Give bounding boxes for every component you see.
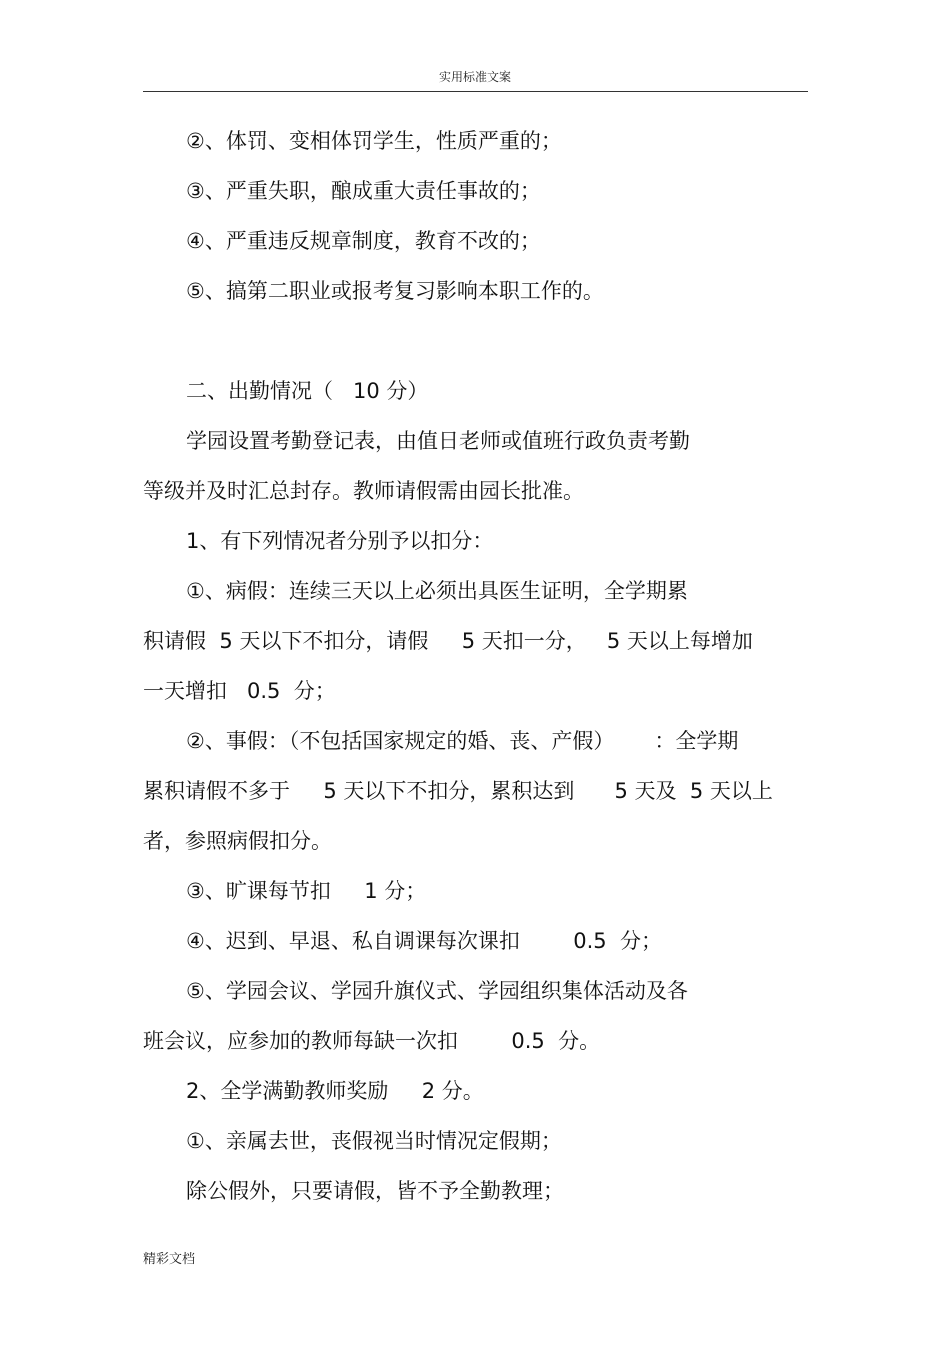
text-line: 1、有下列情况者分别予以扣分： — [186, 529, 494, 553]
text-line: 积请假 5 天以下不扣分，请假 5 天扣一分， 5 天以上每增加 — [143, 629, 753, 653]
text-line: 学园设置考勤登记表，由值日老师或值班行政负责考勤 — [186, 429, 690, 453]
text-line: ⑤、学园会议、学园升旗仪式、学园组织集体活动及各 — [186, 979, 688, 1003]
text-line: ④、严重违反规章制度，教育不改的； — [186, 229, 541, 253]
text-line: ③、严重失职，酿成重大责任事故的； — [186, 179, 541, 203]
text-line: ②、体罚、变相体罚学生，性质严重的； — [186, 129, 562, 153]
text-line: 累积请假不多于 5 天以下不扣分，累积达到 5 天及 5 天以上 — [143, 779, 773, 803]
text-line: ①、亲属去世，丧假视当时情况定假期； — [186, 1129, 562, 1153]
page-footer: 精彩文档 — [143, 1252, 196, 1267]
text-line: ⑤、搞第二职业或报考复习影响本职工作的。 — [186, 279, 604, 303]
page-header: 实用标准文案 — [438, 70, 511, 84]
text-line: ①、病假：连续三天以上必须出具医生证明，全学期累 — [186, 579, 688, 603]
text-line: 班会议，应参加的教师每缺一次扣 0.5 分。 — [143, 1029, 601, 1053]
text-line: 除公假外，只要请假，皆不予全勤教理； — [186, 1179, 564, 1203]
text-line: 2、全学满勤教师奖励 2 分。 — [186, 1079, 484, 1103]
text-line: ③、旷课每节扣 1 分； — [186, 879, 427, 903]
header-divider — [143, 91, 808, 92]
text-line: ④、迟到、早退、私自调课每次课扣 0.5 分； — [186, 929, 662, 953]
text-line: ②、事假：（不包括国家规定的婚、丧、产假） ：全学期 — [186, 729, 739, 753]
text-line: 一天增扣 0.5 分； — [143, 679, 336, 703]
section-heading: 二、出勤情况（ 10 分） — [186, 379, 429, 403]
text-line: 等级并及时汇总封存。教师请假需由园长批准。 — [143, 479, 584, 503]
text-line: 者，参照病假扣分。 — [143, 829, 332, 853]
